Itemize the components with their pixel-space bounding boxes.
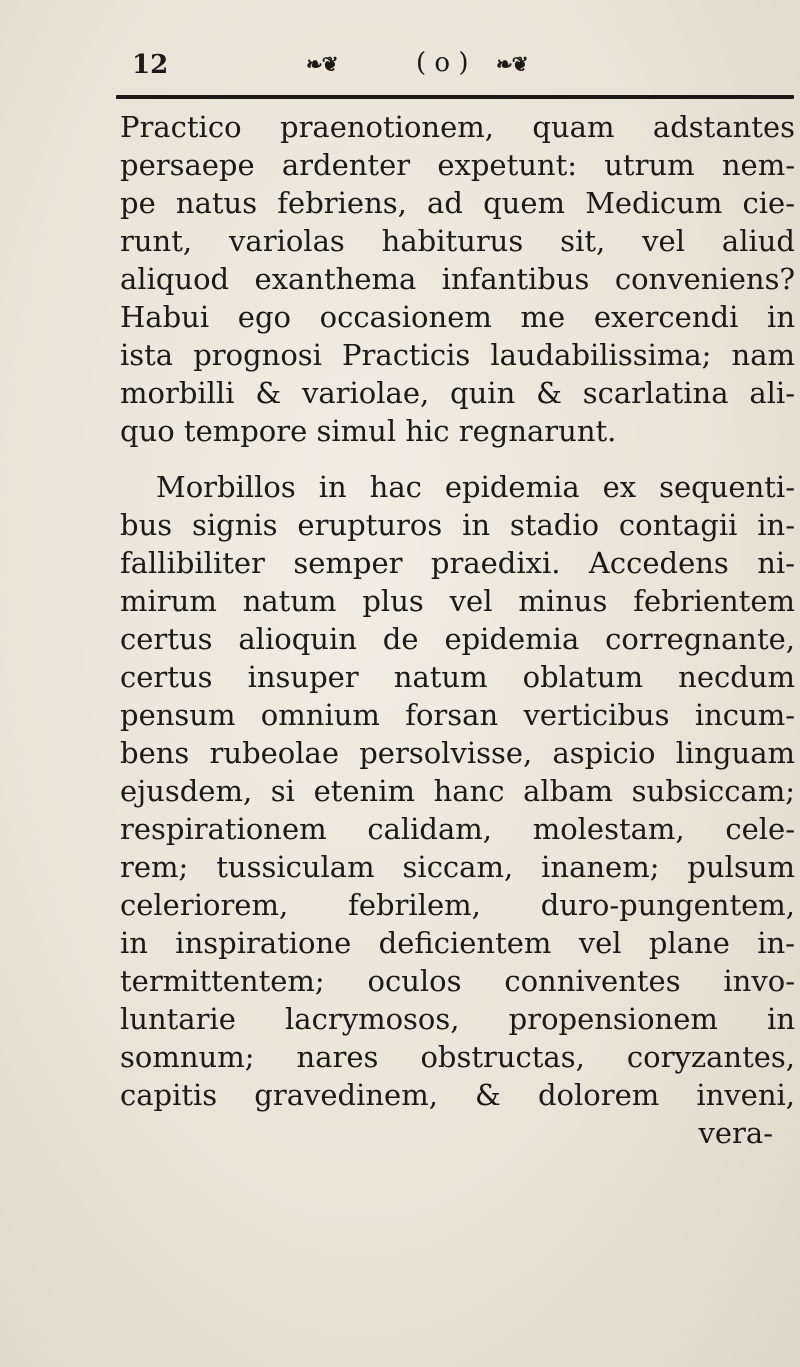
text-line: certus alioquin de epidemia corregnante,: [120, 622, 795, 656]
text-line: morbilli & variolae, quin & scarlatina ali-: [120, 376, 795, 410]
text-line: certus insuper natum oblatum necdum: [120, 660, 795, 694]
page-number: 12: [132, 50, 169, 80]
text-line: ista prognosi Practicis laudabilissima; nam: [120, 338, 795, 372]
ornament-left-icon: ❧❦: [306, 52, 338, 76]
text-line: somnum; nares obstructas, coryzantes,: [120, 1040, 795, 1074]
body-text: [120, 108, 795, 1152]
catchword: vera-: [698, 1116, 773, 1150]
text-line: fallibiliter semper praedixi. Accedens ni-: [120, 546, 795, 580]
text-line: bus signis erupturos in stadio contagii in-: [120, 508, 795, 542]
text-line: Morbillos in hac epidemia ex sequenti-: [156, 470, 795, 504]
text-line: pe natus febriens, ad quem Medicum cie-: [120, 186, 795, 220]
text-line: Practico praenotionem, quam adstantes: [120, 110, 795, 144]
text-line: pensum omnium forsan verticibus incum-: [120, 698, 795, 732]
running-header: [118, 44, 798, 92]
text-line: persaepe ardenter expetunt: utrum nem-: [120, 148, 795, 182]
text-line: quo tempore simul hic regnarunt.: [120, 414, 617, 448]
text-line: luntarie lacrymosos, propensionem in: [120, 1002, 795, 1036]
ornament-right-icon: ❧❦: [496, 52, 528, 76]
text-line: respirationem calidam, molestam, cele-: [120, 812, 795, 846]
text-line: aliquod exanthema infantibus conveniens?: [120, 262, 795, 296]
paragraph-gap: [120, 450, 795, 468]
header-rule: [116, 95, 794, 99]
text-line: bens rubeolae persolvisse, aspicio linguam: [120, 736, 795, 770]
text-line: rem; tussiculam siccam, inanem; pulsum: [120, 850, 795, 884]
text-line: mirum natum plus vel minus febrientem: [120, 584, 795, 618]
text-line: runt, variolas habiturus sit, vel aliud: [120, 224, 795, 258]
paragraph-2: [120, 468, 795, 1114]
text-line: in inspiratione deficientem vel plane in-: [120, 926, 795, 960]
text-line: termittentem; oculos conniventes invo-: [120, 964, 795, 998]
text-line: Habui ego occasionem me exercendi in: [120, 300, 795, 334]
text-line: capitis gravedinem, & dolorem inveni,: [120, 1078, 795, 1112]
text-line: ejusdem, si etenim hanc albam subsiccam;: [120, 774, 795, 808]
signature-mark: ( o ): [416, 48, 469, 78]
text-line: celeriorem, febrilem, duro-pungentem,: [120, 888, 795, 922]
paragraph-1: [120, 108, 795, 450]
